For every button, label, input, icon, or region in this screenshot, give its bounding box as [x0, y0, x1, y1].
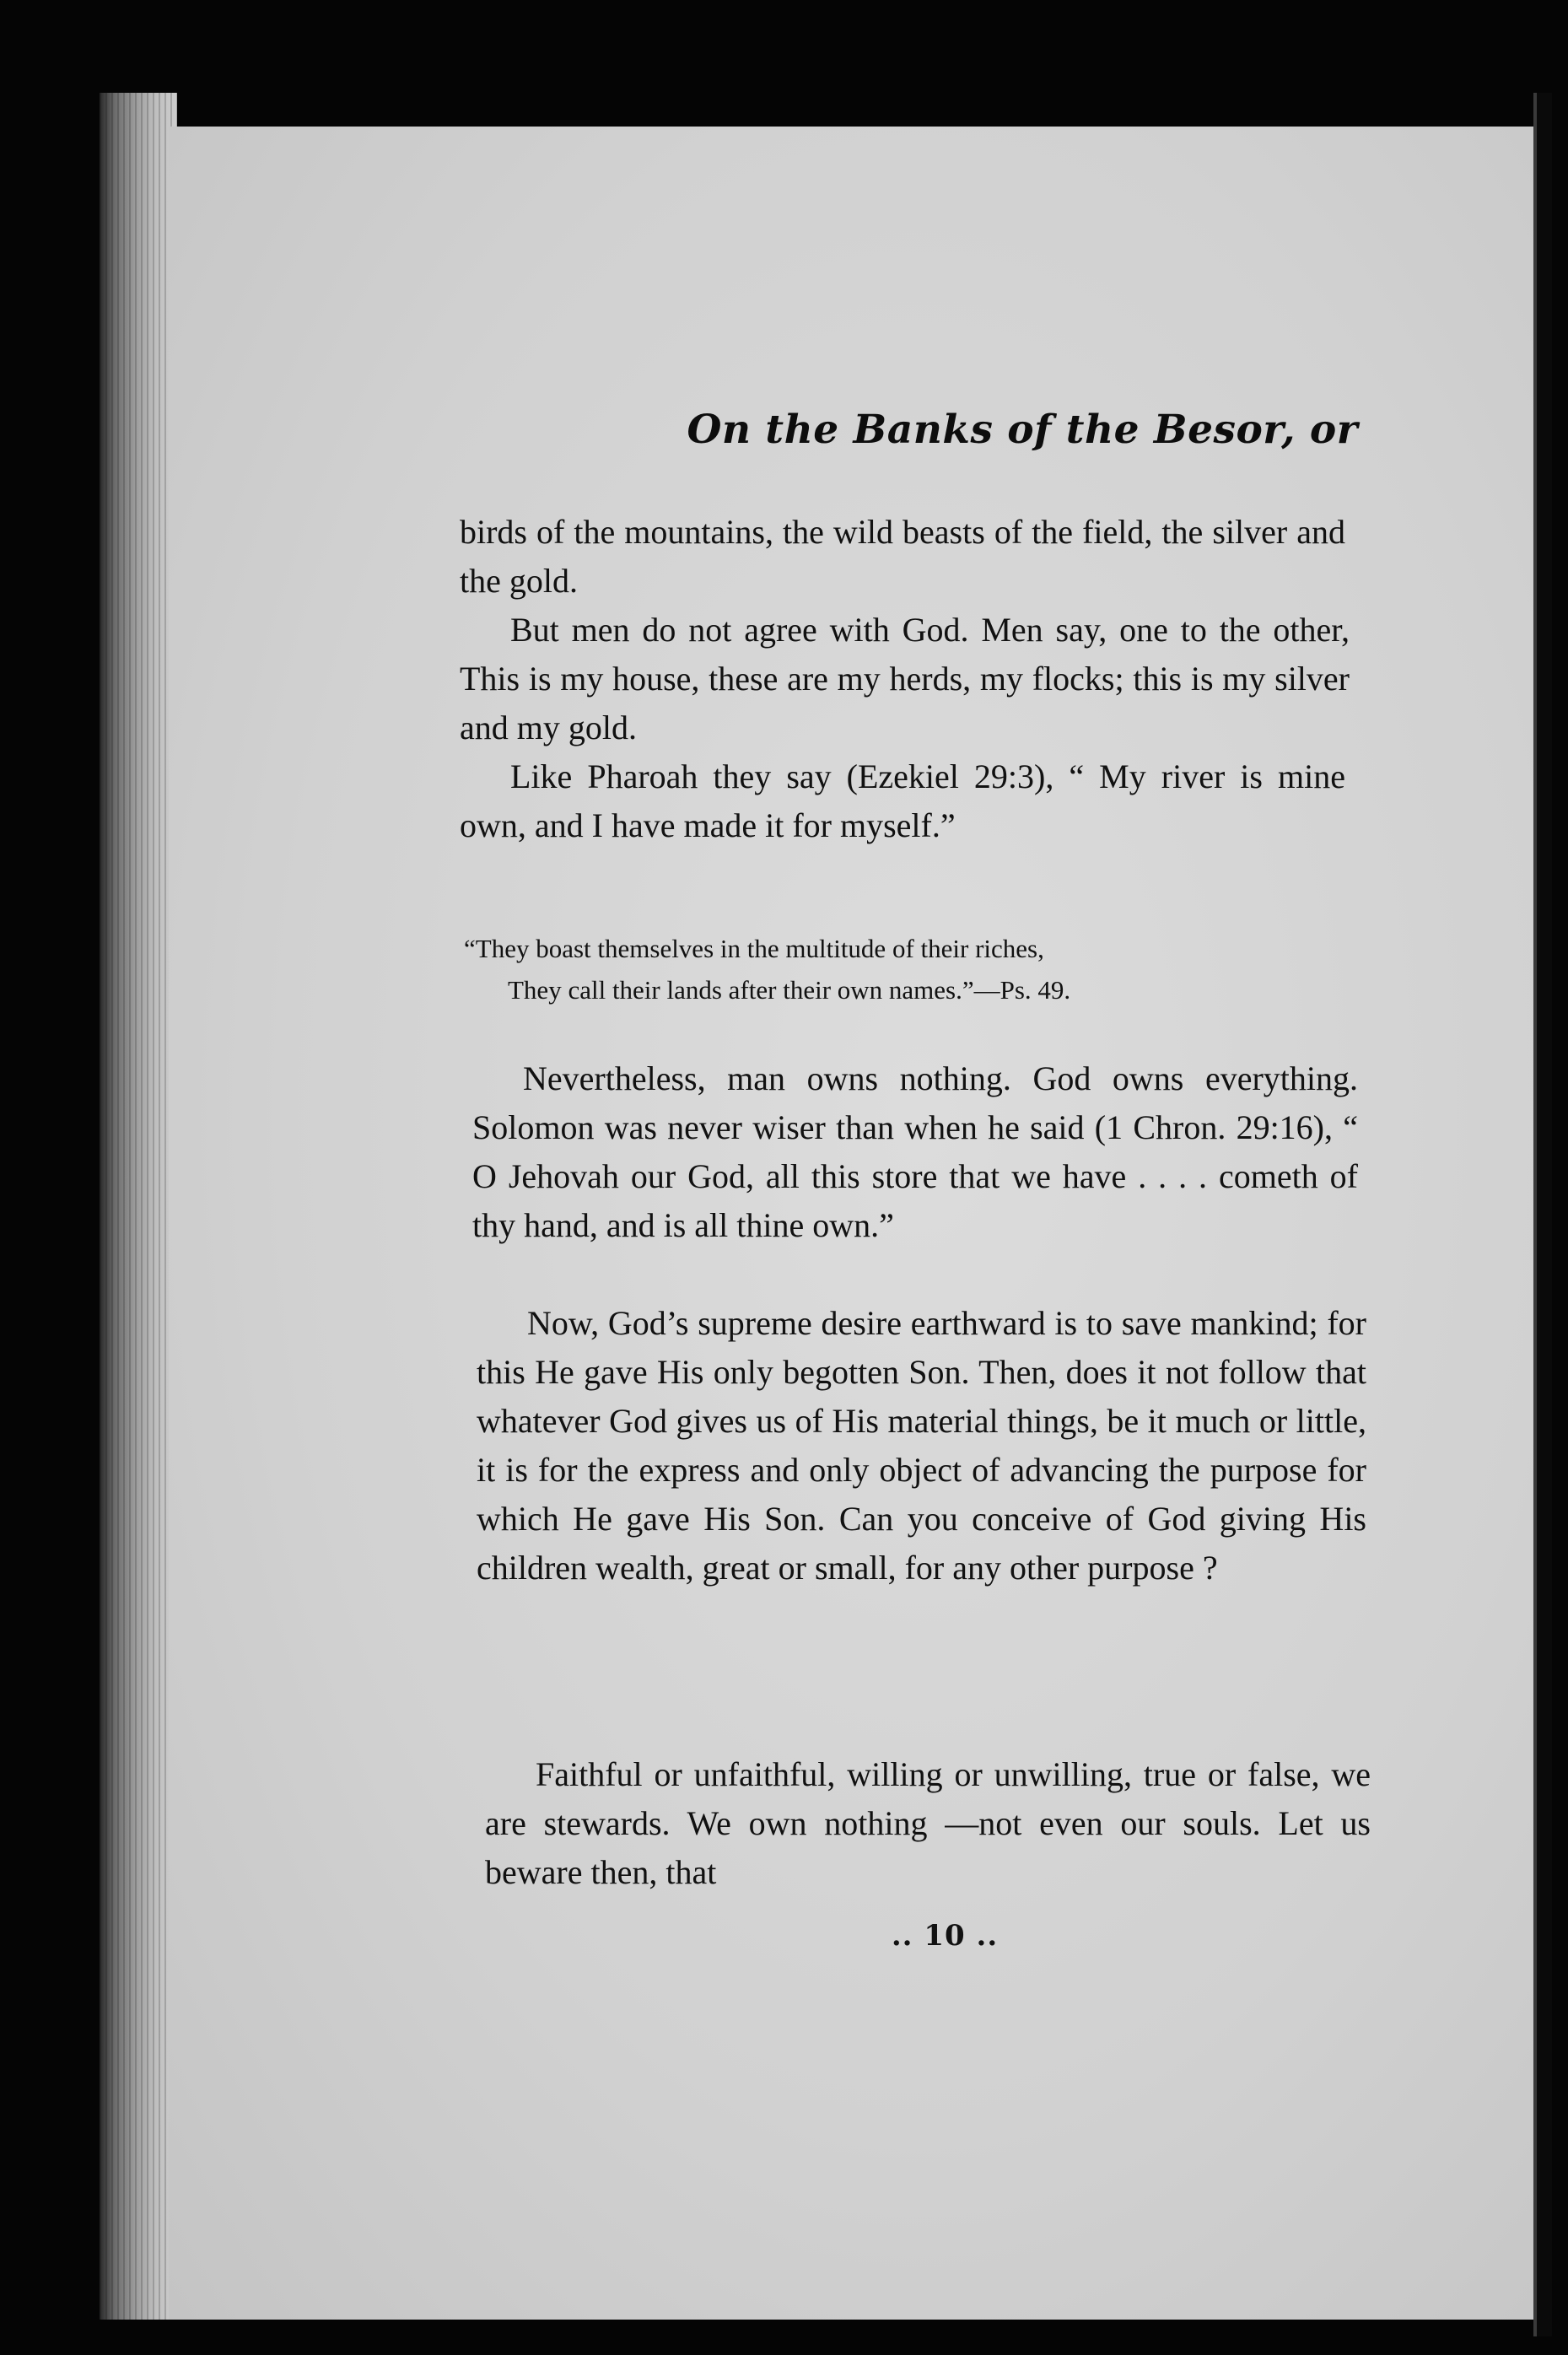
book-spine-edge: [100, 93, 177, 2320]
scripture-quotation: [464, 928, 1341, 1010]
paragraph-3: Like Pharoah they say (Ezekiel 29:3), “ My river is mine own, and I have made it for myself.”: [460, 757, 1345, 844]
paragraph-6: Faithful or unfaithful, willing or unwilling, true or false, we are stewards. We own nothing —not even our souls. Let us beware then, that: [485, 1755, 1371, 1891]
quotation-line-1: “They boast themselves in the multitude of their riches,: [464, 934, 1044, 963]
paragraph-5: Now, God’s supreme desire earthward is to save mankind; for this He gave His only begotten Son. Then, does it not follow that whatever God gives us of His material things, be it much or little, it is for the express and only object of advancing the purpose for which He gave His Son. Can you conceive of God giving His children wealth, great or small, for any other purpose ?: [477, 1304, 1366, 1587]
paragraph-2: But men do not agree with God. Men say, one to the other, This is my house, these are my herds, my flocks; this is my silver and my gold.: [460, 611, 1350, 746]
running-head: On the Banks of the Besor, or: [687, 407, 1358, 453]
page-right-edge: [1533, 93, 1552, 2336]
page-number: .. 10 ..: [891, 1919, 999, 1953]
paragraph-4: Nevertheless, man owns nothing. God owns everything. Solomon was never wiser than when he said (1 Chron. 29:16), “ O Jehovah our God, all this store that we have . . . . cometh of thy hand, and is all thine own.”: [472, 1059, 1358, 1244]
quotation-line-2: They call their lands after their own names.”—Ps. 49.: [508, 975, 1071, 1005]
paragraph-1: birds of the mountains, the wild beasts of the field, the silver and the gold.: [460, 513, 1345, 600]
